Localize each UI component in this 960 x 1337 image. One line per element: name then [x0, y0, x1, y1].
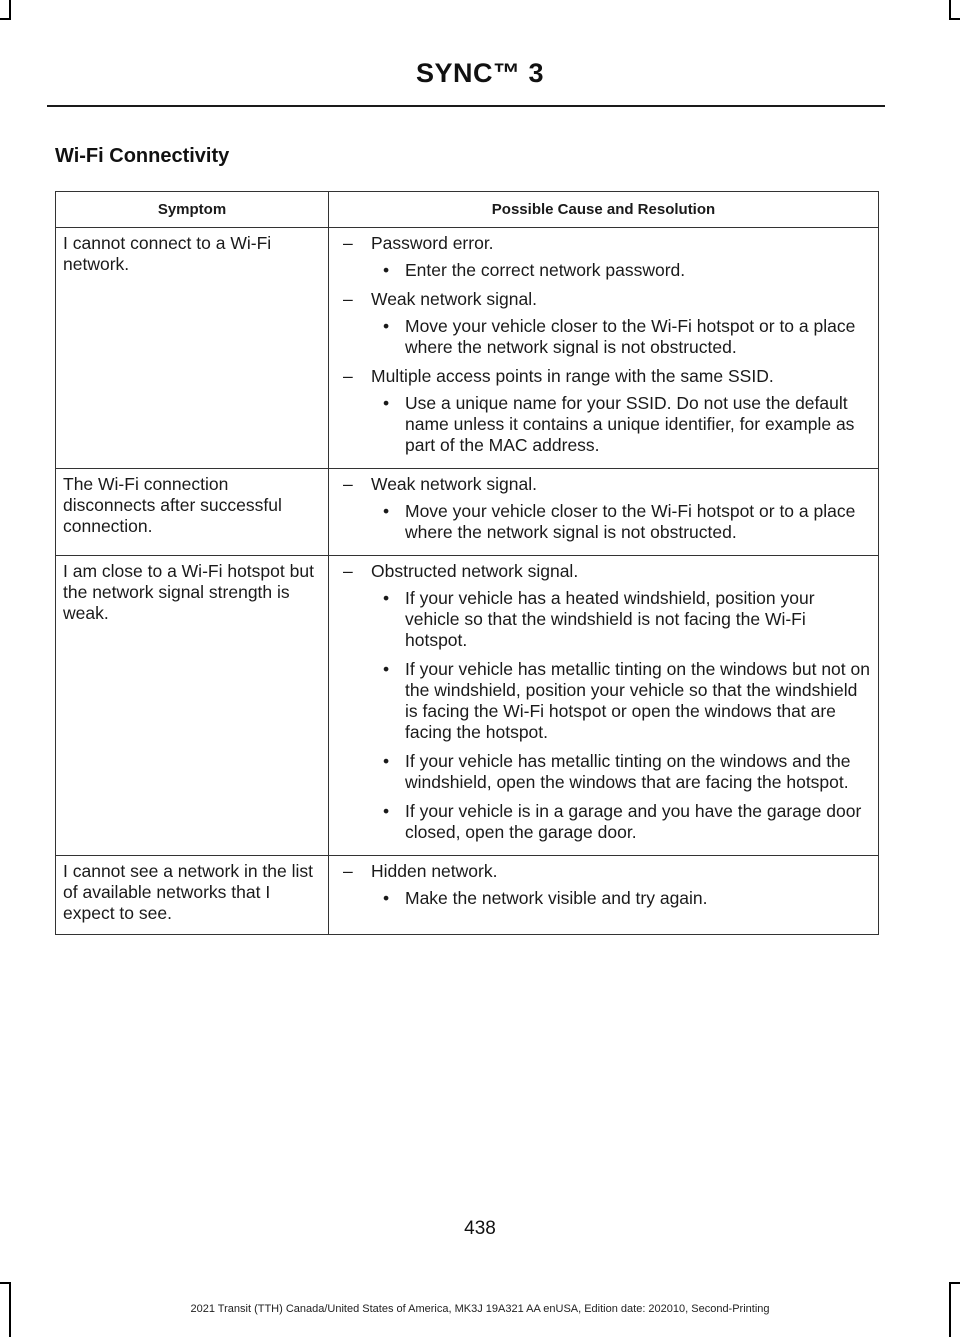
resolution-text: Make the network visible and try again. — [405, 888, 708, 908]
column-header-resolution: Possible Cause and Resolution — [329, 192, 879, 228]
table-row — [56, 556, 879, 856]
bullet-marker: • — [383, 393, 390, 413]
resolution-item — [343, 393, 870, 456]
dash-marker: – — [343, 861, 353, 881]
resolution-item — [343, 888, 870, 909]
dash-marker: – — [343, 366, 353, 386]
resolution-cell — [329, 469, 879, 556]
symptom-cell: I cannot connect to a Wi-Fi network. — [56, 228, 329, 469]
resolution-text: Enter the correct network password. — [405, 260, 686, 280]
symptom-cell: I am close to a Wi-Fi hotspot but the network signal strength is weak. — [56, 556, 329, 856]
bullet-marker: • — [383, 659, 390, 679]
page-header-title: SYNC™ 3 — [415, 58, 545, 88]
bullet-marker: • — [383, 501, 390, 521]
resolution-text: Move your vehicle closer to the Wi-Fi hotspot or to a place where the network signal is not obstructed. — [405, 316, 856, 357]
resolution-cell — [329, 856, 879, 935]
resolution-item — [343, 659, 870, 743]
section-title: Wi-Fi Connectivity — [55, 145, 230, 167]
bullet-marker: • — [383, 260, 390, 280]
dash-marker: – — [343, 474, 353, 494]
crop-mark-top-left-vertical — [9, 0, 11, 20]
resolution-cell — [329, 556, 879, 856]
dash-marker: – — [343, 233, 353, 253]
symptom-cell: The Wi-Fi connection disconnects after successful connection. — [56, 469, 329, 556]
table-row — [56, 469, 879, 556]
resolution-cell — [329, 228, 879, 469]
resolution-text: If your vehicle has a heated windshield, position your vehicle so that the windshield is not facing the Wi-Fi hotspot. — [405, 588, 815, 650]
cause-item — [343, 289, 870, 310]
cause-text: Weak network signal. — [371, 474, 538, 494]
bullet-marker: • — [383, 751, 390, 771]
cause-text: Weak network signal. — [371, 289, 538, 309]
bullet-marker: • — [383, 888, 390, 908]
resolution-text: If your vehicle is in a garage and you have the garage door closed, open the garage door. — [405, 801, 862, 842]
crop-mark-top-right-horizontal — [949, 18, 960, 20]
bullet-marker: • — [383, 801, 390, 821]
cause-item — [343, 474, 870, 495]
cause-text: Password error. — [371, 233, 494, 253]
header-divider — [47, 105, 885, 107]
cause-text: Obstructed network signal. — [371, 561, 579, 581]
column-header-symptom: Symptom — [56, 192, 329, 228]
resolution-text: If your vehicle has metallic tinting on the windows and the windshield, open the windows that are facing the hotspot. — [405, 751, 851, 792]
resolution-text: Use a unique name for your SSID. Do not use the default name unless it contains a unique identifier, for example as part of the MAC address. — [405, 393, 855, 455]
cause-block — [343, 366, 870, 456]
page-footer: 2021 Transit (TTH) Canada/United States of America, MK3J 19A321 AA enUSA, Edition date: 202010, Second-Printing — [190, 1303, 770, 1315]
resolution-item — [343, 751, 870, 793]
symptom-cell: I cannot see a network in the list of available networks that I expect to see. — [56, 856, 329, 935]
table-body — [56, 228, 879, 935]
crop-mark-top-left-horizontal — [0, 18, 11, 20]
cause-block — [343, 861, 870, 909]
cause-block — [343, 474, 870, 543]
bullet-marker: • — [383, 588, 390, 608]
resolution-item — [343, 501, 870, 543]
resolution-item — [343, 588, 870, 651]
troubleshooting-table — [55, 191, 879, 935]
cause-item — [343, 366, 870, 387]
resolution-text: Move your vehicle closer to the Wi-Fi hotspot or to a place where the network signal is not obstructed. — [405, 501, 856, 542]
page-number: 438 — [464, 1218, 496, 1239]
table-header-row — [56, 192, 879, 228]
dash-marker: – — [343, 561, 353, 581]
cause-text: Hidden network. — [371, 861, 498, 881]
cause-block — [343, 233, 870, 281]
dash-marker: – — [343, 289, 353, 309]
resolution-item — [343, 801, 870, 843]
table-row — [56, 228, 879, 469]
cause-item — [343, 233, 870, 254]
crop-mark-bottom-left-horizontal — [0, 1282, 11, 1284]
table-row — [56, 856, 879, 935]
crop-mark-top-right-vertical — [949, 0, 951, 20]
crop-mark-bottom-right-horizontal — [949, 1282, 960, 1284]
bullet-marker: • — [383, 316, 390, 336]
resolution-item — [343, 260, 870, 281]
resolution-text: If your vehicle has metallic tinting on the windows but not on the windshield, position your vehicle so that the windshield is facing the Wi-Fi hotspot or open the windows that are facing the hotspot. — [405, 659, 870, 742]
cause-item — [343, 861, 870, 882]
cause-item — [343, 561, 870, 582]
cause-block — [343, 561, 870, 843]
cause-block — [343, 289, 870, 358]
cause-text: Multiple access points in range with the same SSID. — [371, 366, 774, 386]
resolution-item — [343, 316, 870, 358]
